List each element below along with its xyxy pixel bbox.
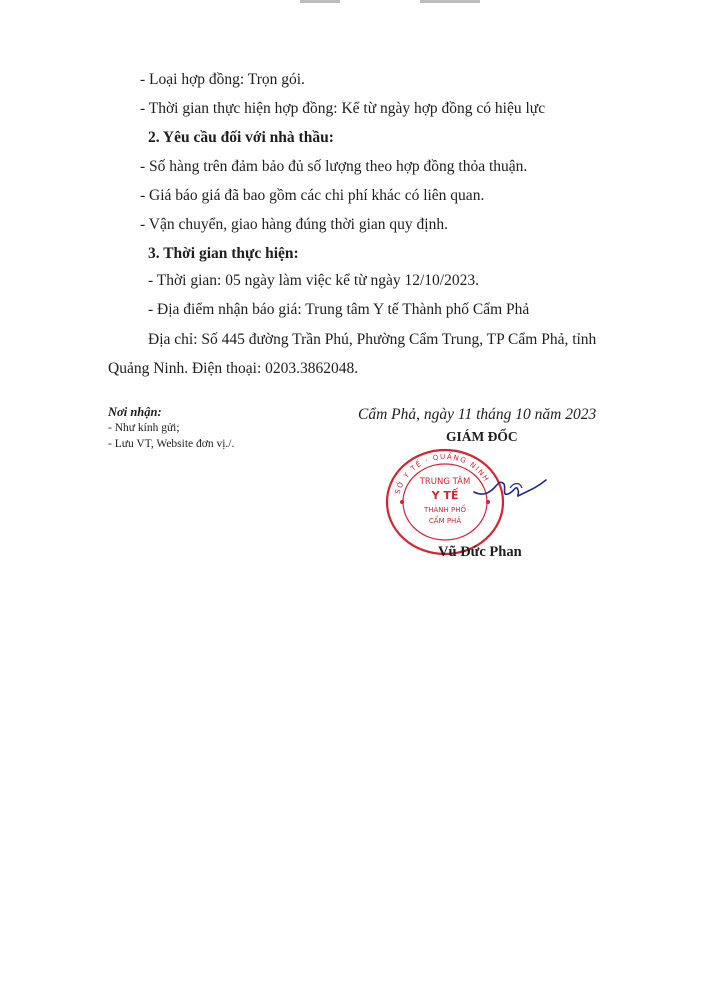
- address-line-1: Địa chỉ: Số 445 đường Trần Phú, Phường Cẩm Trung, TP Cẩm Phả, tỉnh: [148, 331, 597, 348]
- stamp-star-icon: [400, 500, 404, 504]
- signer-name: Vũ Đức Phan: [438, 544, 522, 560]
- requirement-1: - Số hàng trên đảm bảo đủ số lượng theo hợp đồng thỏa thuận.: [140, 158, 528, 175]
- stamp-text-line: CẨM PHẢ: [428, 517, 462, 525]
- scan-mark: [420, 0, 480, 3]
- recipient-item: - Lưu VT, Website đơn vị./.: [108, 438, 235, 450]
- section-3-heading: 3. Thời gian thực hiện:: [148, 245, 299, 262]
- location-line: - Địa điểm nhận báo giá: Trung tâm Y tế Thành phố Cẩm Phả: [148, 301, 530, 318]
- requirement-3: - Vận chuyển, giao hàng đúng thời gian quy định.: [140, 216, 448, 233]
- contract-type-line: - Loại hợp đồng: Trọn gói.: [140, 71, 305, 88]
- time-line: - Thời gian: 05 ngày làm việc kể từ ngày 12/10/2023.: [148, 272, 479, 289]
- recipient-item: - Như kính gửi;: [108, 422, 180, 434]
- recipients-title: Nơi nhận:: [108, 405, 162, 419]
- address-line-2: Quảng Ninh. Điện thoại: 0203.3862048.: [108, 360, 359, 377]
- stamp-text-line: TRUNG TÂM: [419, 477, 471, 487]
- stamp-text-line: THÀNH PHỐ: [423, 506, 467, 514]
- stamp-text-line: Y TẾ: [431, 489, 459, 502]
- date-line: Cẩm Phả, ngày 11 tháng 10 năm 2023: [358, 406, 597, 423]
- requirement-2: - Giá báo giá đã bao gồm các chi phí khác có liên quan.: [140, 187, 485, 204]
- section-2-heading: 2. Yêu cầu đối với nhà thầu:: [148, 129, 334, 146]
- stamp-ring-text: SỞ Y TẾ · QUẢNG NINH: [393, 452, 491, 495]
- position-title: GIÁM ĐỐC: [446, 429, 518, 444]
- scan-mark: [300, 0, 340, 3]
- handwritten-signature: [470, 470, 550, 510]
- contract-time-line: - Thời gian thực hiện hợp đồng: Kể từ ngày hợp đồng có hiệu lực: [140, 100, 546, 117]
